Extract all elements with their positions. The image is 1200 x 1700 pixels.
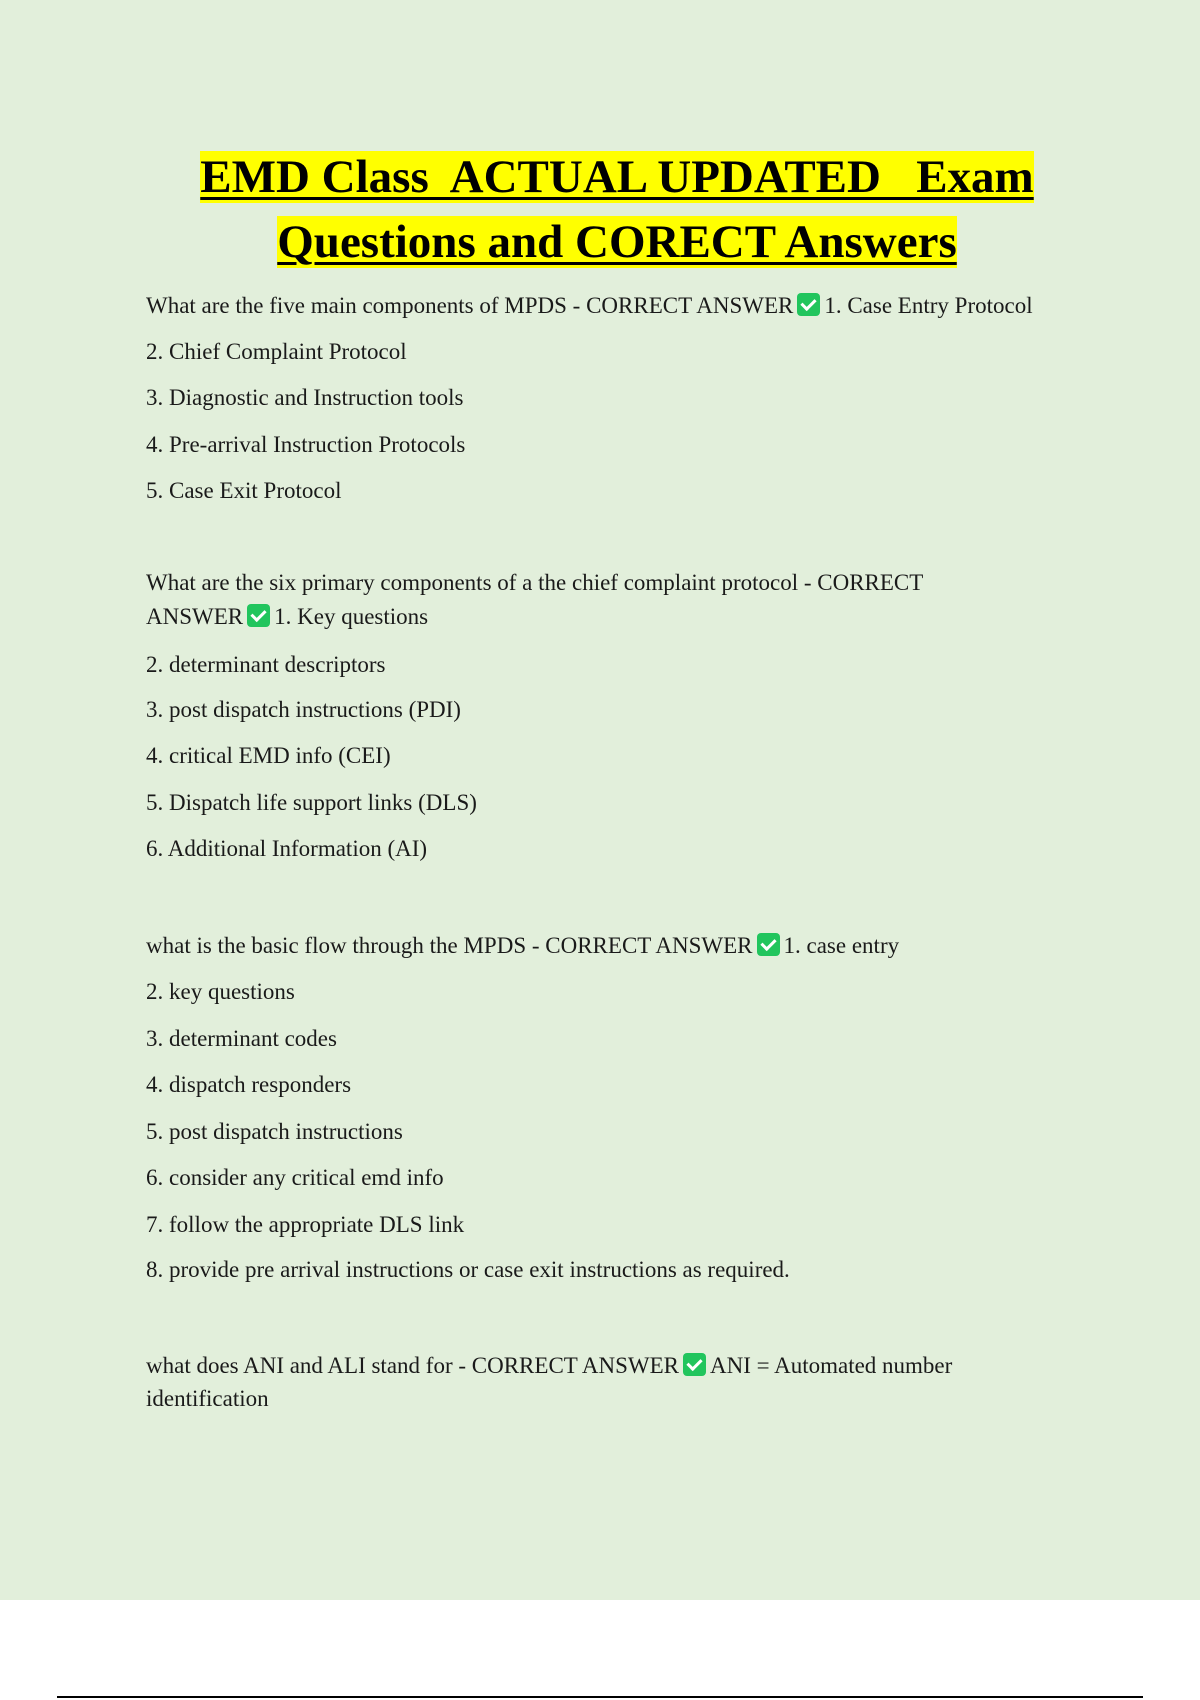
checkmark-icon [757,933,780,956]
list-item: 4. critical EMD info (CEI) [146,743,391,768]
list-item: 4. Pre-arrival Instruction Protocols [146,432,466,457]
checkmark-icon [247,604,270,627]
answer-1-first: 1. Case Entry Protocol [824,293,1033,318]
question-1-text: What are the five main components of MPDS - CORRECT ANSWER [146,293,794,318]
list-item: 2. key questions [146,979,295,1004]
footer-divider [57,1696,1143,1698]
question-2-line-1: What are the six primary components of a the chief complaint protocol - CORRECT [146,570,924,595]
answer-3-first: 1. case entry [783,933,900,958]
title-line-2: Questions and CORECT Answers [277,216,957,268]
list-item: 3. Diagnostic and Instruction tools [146,385,464,410]
question-3-text: what is the basic flow through the MPDS - CORRECT ANSWER [146,933,753,958]
list-item: 3. post dispatch instructions (PDI) [146,697,461,722]
answer-4-first: ANI = Automated number [710,1353,953,1378]
list-item: 5. Dispatch life support links (DLS) [146,790,477,815]
answer-2-first: 1. Key questions [274,604,429,629]
list-item: 5. Case Exit Protocol [146,478,342,503]
list-item: 6. consider any critical emd info [146,1165,444,1190]
list-item: 2. determinant descriptors [146,652,386,677]
checkmark-icon [683,1353,706,1376]
list-item: 2. Chief Complaint Protocol [146,339,407,364]
list-item: 3. determinant codes [146,1026,337,1051]
checkmark-icon [797,293,820,316]
question-2 [146,600,428,633]
question-4-text: what does ANI and ALI stand for - CORRECT ANSWER [146,1353,680,1378]
question-2-line-2: ANSWER [146,604,244,629]
title-line-1: EMD Class ACTUAL UPDATED Exam [200,151,1034,203]
list-item: 5. post dispatch instructions [146,1119,403,1144]
list-item: 4. dispatch responders [146,1072,352,1097]
list-item: 6. Additional Information (AI) [146,836,428,861]
question-1 [146,289,1033,322]
list-item: 8. provide pre arrival instructions or case exit instructions as required. [146,1257,790,1282]
document-title [0,145,1200,275]
answer-4-continued: identification [146,1386,269,1411]
list-item: 7. follow the appropriate DLS link [146,1212,465,1237]
question-3 [146,929,899,962]
question-4 [146,1349,952,1382]
